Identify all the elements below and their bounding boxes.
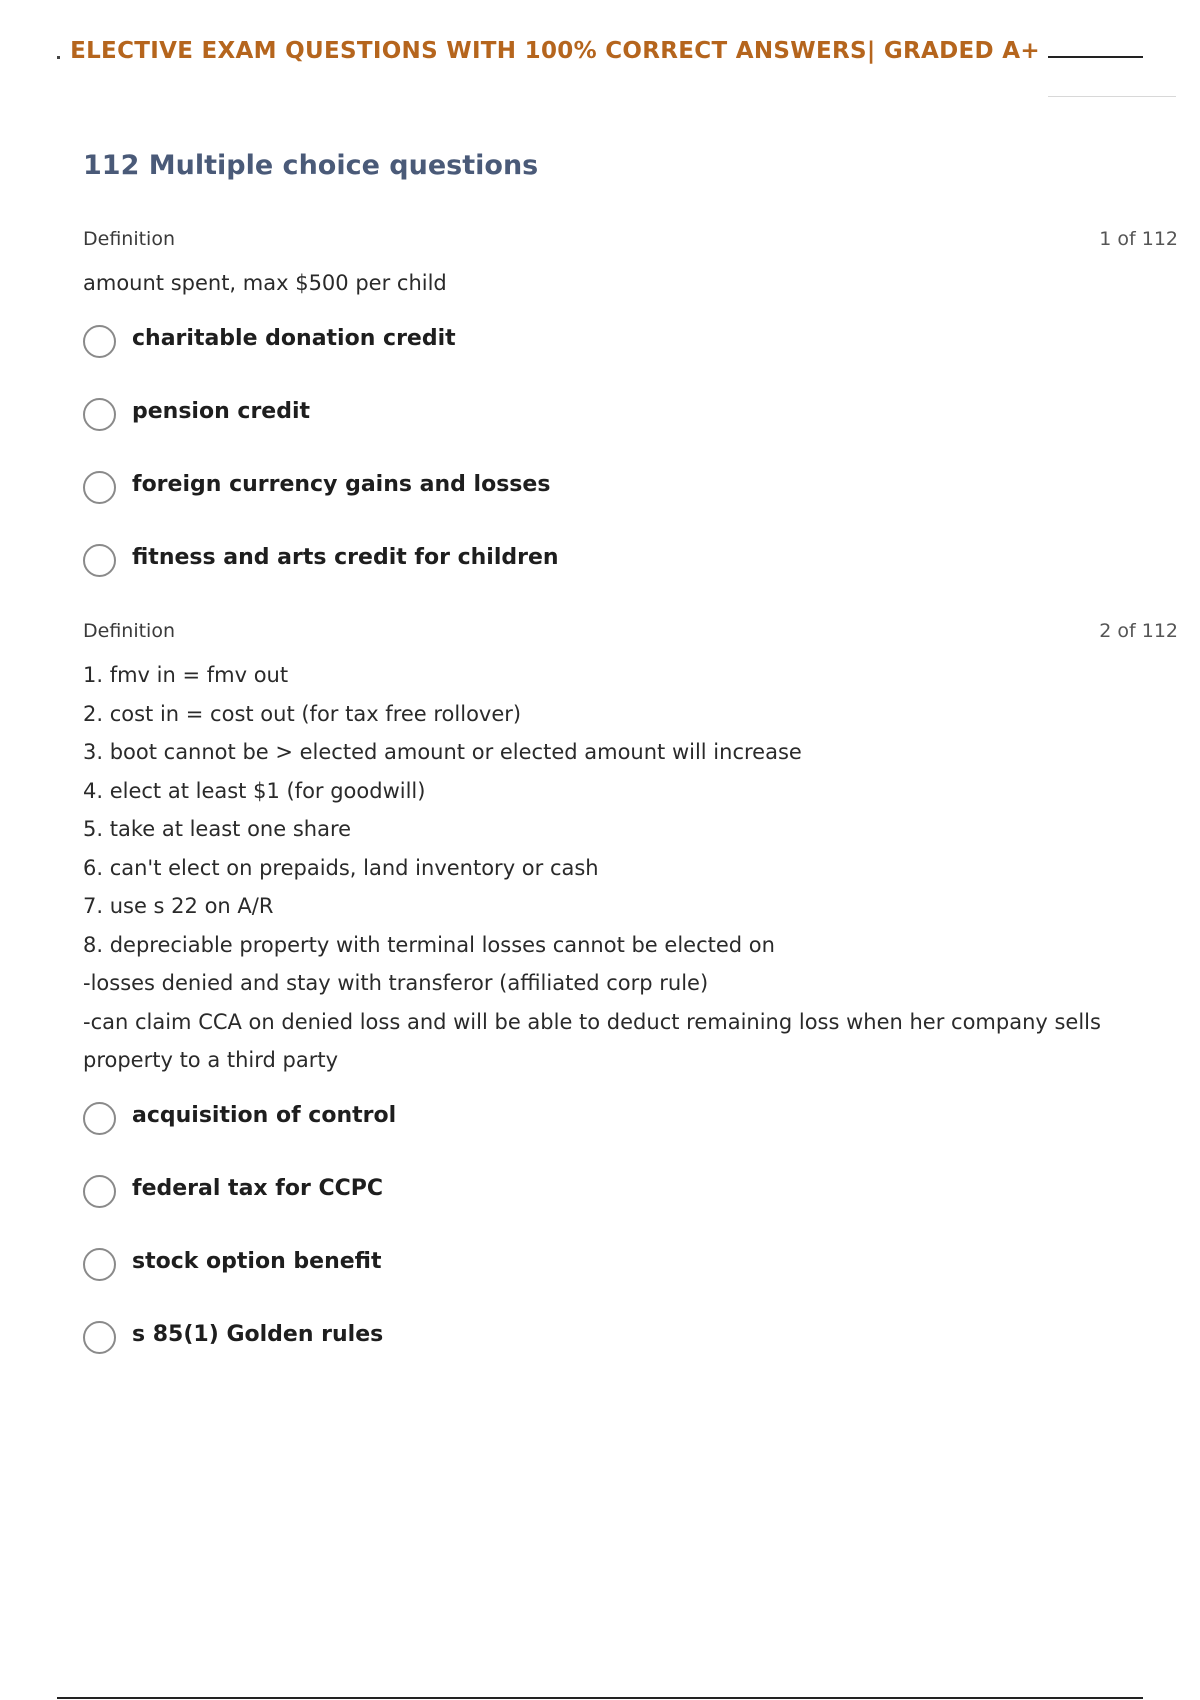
answer-option[interactable] <box>83 1094 1178 1167</box>
question-text-line: -losses denied and stay with transferor (affiliated corp rule) <box>83 971 709 995</box>
answer-options <box>83 1094 1178 1386</box>
quiz-title: 112 Multiple choice questions <box>83 150 539 181</box>
question-text-line: 8. depreciable property with terminal losses cannot be elected on <box>83 932 775 957</box>
document-title: ELECTIVE EXAM QUESTIONS WITH 100% CORRECT ANSWERS| GRADED A+ <box>70 38 1040 64</box>
answer-option[interactable] <box>83 317 1178 390</box>
question-card-1 <box>83 228 1178 609</box>
question-text-line: 2. cost in = cost out (for tax free rollover) <box>83 701 522 726</box>
question-type-label: Definition <box>83 620 176 642</box>
radio-button[interactable] <box>83 471 116 504</box>
answer-option[interactable] <box>83 1167 1178 1240</box>
answer-option-label: charitable donation credit <box>132 325 456 351</box>
question-counter: 2 of 112 <box>1099 620 1178 642</box>
question-text-line: 1. fmv in = fmv out <box>83 663 289 687</box>
answer-option-label: stock option benefit <box>132 1248 382 1274</box>
question-text-line: amount spent, max $500 per child <box>83 271 447 295</box>
radio-button[interactable] <box>83 1102 116 1135</box>
question-text <box>83 264 1178 303</box>
question-text-line: 6. can't elect on prepaids, land inventory or cash <box>83 855 599 880</box>
answer-option[interactable] <box>83 463 1178 536</box>
answer-option[interactable] <box>83 390 1178 463</box>
answer-option[interactable] <box>83 1313 1178 1386</box>
answer-option-label: acquisition of control <box>132 1102 397 1128</box>
question-text-line: -can claim CCA on denied loss and will be able to deduct remaining loss when her company sells <box>83 1009 1101 1034</box>
answer-option[interactable] <box>83 536 1178 609</box>
question-type-label: Definition <box>83 228 176 250</box>
question-text-line: property to a third party <box>83 1048 339 1072</box>
header-rule <box>1048 56 1143 58</box>
header-dot <box>57 56 60 59</box>
question-text <box>83 656 1178 1080</box>
radio-button[interactable] <box>83 1248 116 1281</box>
answer-options <box>83 317 1178 609</box>
radio-button[interactable] <box>83 1321 116 1354</box>
answer-option[interactable] <box>83 1240 1178 1313</box>
header-rule-light <box>1048 96 1176 97</box>
answer-option-label: foreign currency gains and losses <box>132 471 551 497</box>
question-counter: 1 of 112 <box>1099 228 1178 250</box>
radio-button[interactable] <box>83 544 116 577</box>
question-text-line: 5. take at least one share <box>83 817 352 841</box>
radio-button[interactable] <box>83 325 116 358</box>
question-text-line: 4. elect at least $1 (for goodwill) <box>83 778 426 803</box>
radio-button[interactable] <box>83 1175 116 1208</box>
radio-button[interactable] <box>83 398 116 431</box>
answer-option-label: fitness and arts credit for children <box>132 544 559 570</box>
question-card-2 <box>83 620 1178 1386</box>
question-text-line: 3. boot cannot be > elected amount or elected amount will increase <box>83 740 802 764</box>
answer-option-label: federal tax for CCPC <box>132 1175 384 1201</box>
answer-option-label: pension credit <box>132 398 311 424</box>
answer-option-label: s 85(1) Golden rules <box>132 1321 384 1347</box>
question-text-line: 7. use s 22 on A/R <box>83 894 274 918</box>
footer-rule <box>57 1697 1143 1699</box>
